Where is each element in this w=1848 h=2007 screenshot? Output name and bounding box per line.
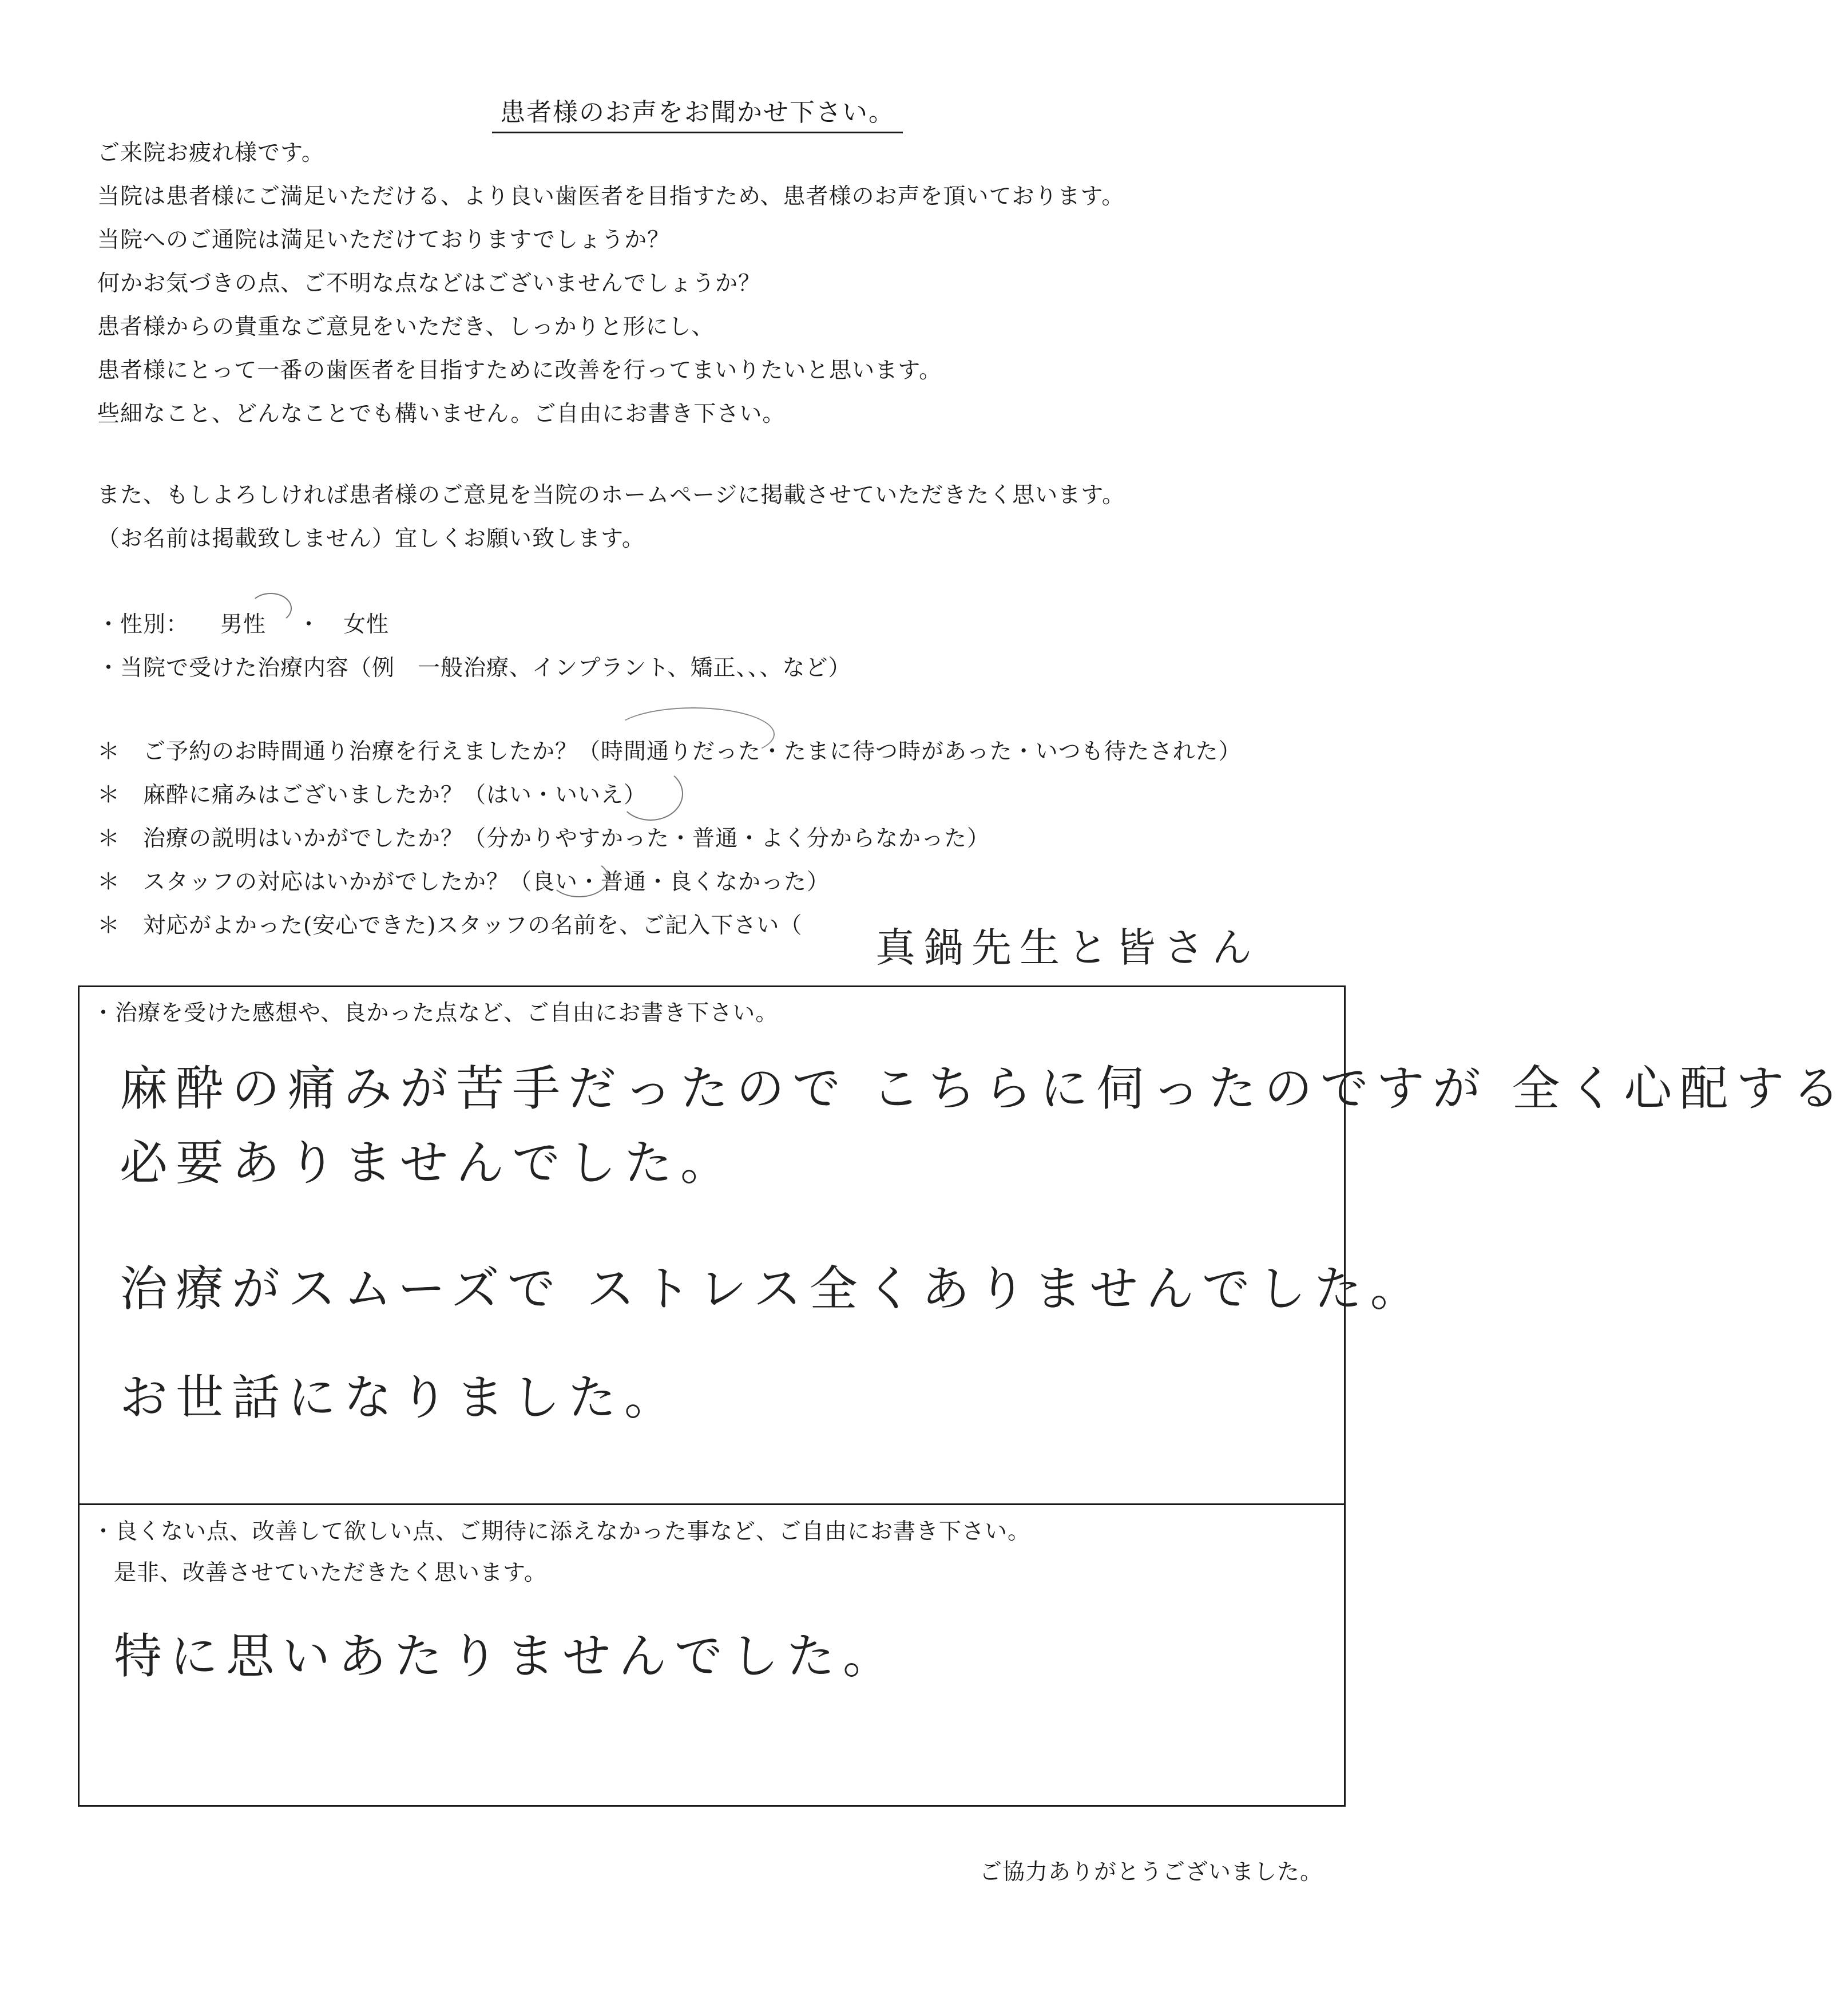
intro-line: 当院へのご通院は満足いただけておりますでしょうか？ bbox=[97, 227, 671, 253]
impressions-box bbox=[78, 985, 1848, 1505]
impressions-label: ・治療を受けた感想や、良かった点など、ご自由にお書き下さい。 bbox=[92, 1000, 779, 1026]
closing-message: ご協力ありがとうございました。 bbox=[979, 1859, 1323, 1885]
improvements-label: ・良くない点、改善して欲しい点、ご期待に添えなかった事など、ご自由にお書き下さい。 bbox=[92, 1519, 1031, 1545]
handwritten-answer-line: お世話になりました。 bbox=[120, 1369, 681, 1426]
intro-line: 何かお気づきの点、ご不明な点などはございませんでしょうか？ bbox=[97, 271, 762, 296]
question-item: ＊ 麻酔に痛みはございましたか？（はい・いいえ） bbox=[97, 782, 647, 808]
consent-line: （お名前は掲載致しません）宜しくお願い致します。 bbox=[97, 526, 645, 552]
gender-male-option[interactable]: 男性 bbox=[220, 612, 267, 638]
selection-mark bbox=[618, 767, 683, 821]
selection-mark bbox=[549, 858, 609, 897]
treatment-line: ・当院で受けた治療内容（例 一般治療、インプラント、矯正、、、など） bbox=[97, 655, 851, 681]
staff-name-answer: 真鍋先生と皆さん bbox=[875, 924, 1260, 971]
intro-line: 患者様にとって一番の歯医者を目指すために改善を行ってまいりたいと思います。 bbox=[97, 358, 942, 383]
gender-label: ・性別： bbox=[97, 612, 189, 638]
question-item: ＊ 治療の説明はいかがでしたか？（分かりやすかった・普通・よく分からなかった） bbox=[97, 826, 990, 852]
intro-line: 患者様からの貴重なご意見をいただき、しっかりと形にし、 bbox=[97, 314, 715, 340]
gender-female-option[interactable]: 女性 bbox=[343, 612, 390, 638]
handwritten-answer-line: 特に思いあたりませんでした。 bbox=[114, 1628, 899, 1684]
improvements-label-sub: 是非、改善させていただきたく思います。 bbox=[114, 1560, 547, 1586]
intro-line: 当院は患者様にご満足いただける、より良い歯医者を目指すため、患者様のお声を頂いております。 bbox=[97, 184, 1125, 209]
page-title: 患者様のお声をお聞かせ下さい。 bbox=[492, 92, 903, 133]
intro-line: 些細なこと、どんなことでも構いません。ご自由にお書き下さい。 bbox=[97, 401, 786, 427]
selection-mark bbox=[249, 593, 292, 624]
selection-mark bbox=[612, 707, 775, 761]
handwritten-answer-line: 治療がスムーズで ストレス全くありませんでした。 bbox=[120, 1261, 1426, 1317]
handwritten-answer-line: 必要ありませんでした。 bbox=[120, 1135, 737, 1191]
intro-line: ご来院お疲れ様です。 bbox=[97, 140, 324, 166]
question-item: ＊ ご予約のお時間通り治療を行えましたか？（時間通りだった・たまに待つ時があった・いつも待たされた） bbox=[97, 739, 1242, 765]
handwritten-answer-line: 麻酔の痛みが苦手だったので こちらに伺ったのですが 全く心配する bbox=[120, 1060, 1848, 1117]
improvements-box bbox=[78, 1503, 1346, 1807]
gender-separator: ・ bbox=[298, 612, 321, 638]
question-item: ＊ 対応がよかった(安心できた)スタッフの名前を、ご記入下さい（ bbox=[97, 913, 803, 939]
consent-line: また、もしよろしければ患者様のご意見を当院のホームページに掲載させていただきたく思います。 bbox=[97, 482, 1125, 508]
question-item: ＊ スタッフの対応はいかがでしたか？（良い・普通・良くなかった） bbox=[97, 869, 830, 895]
